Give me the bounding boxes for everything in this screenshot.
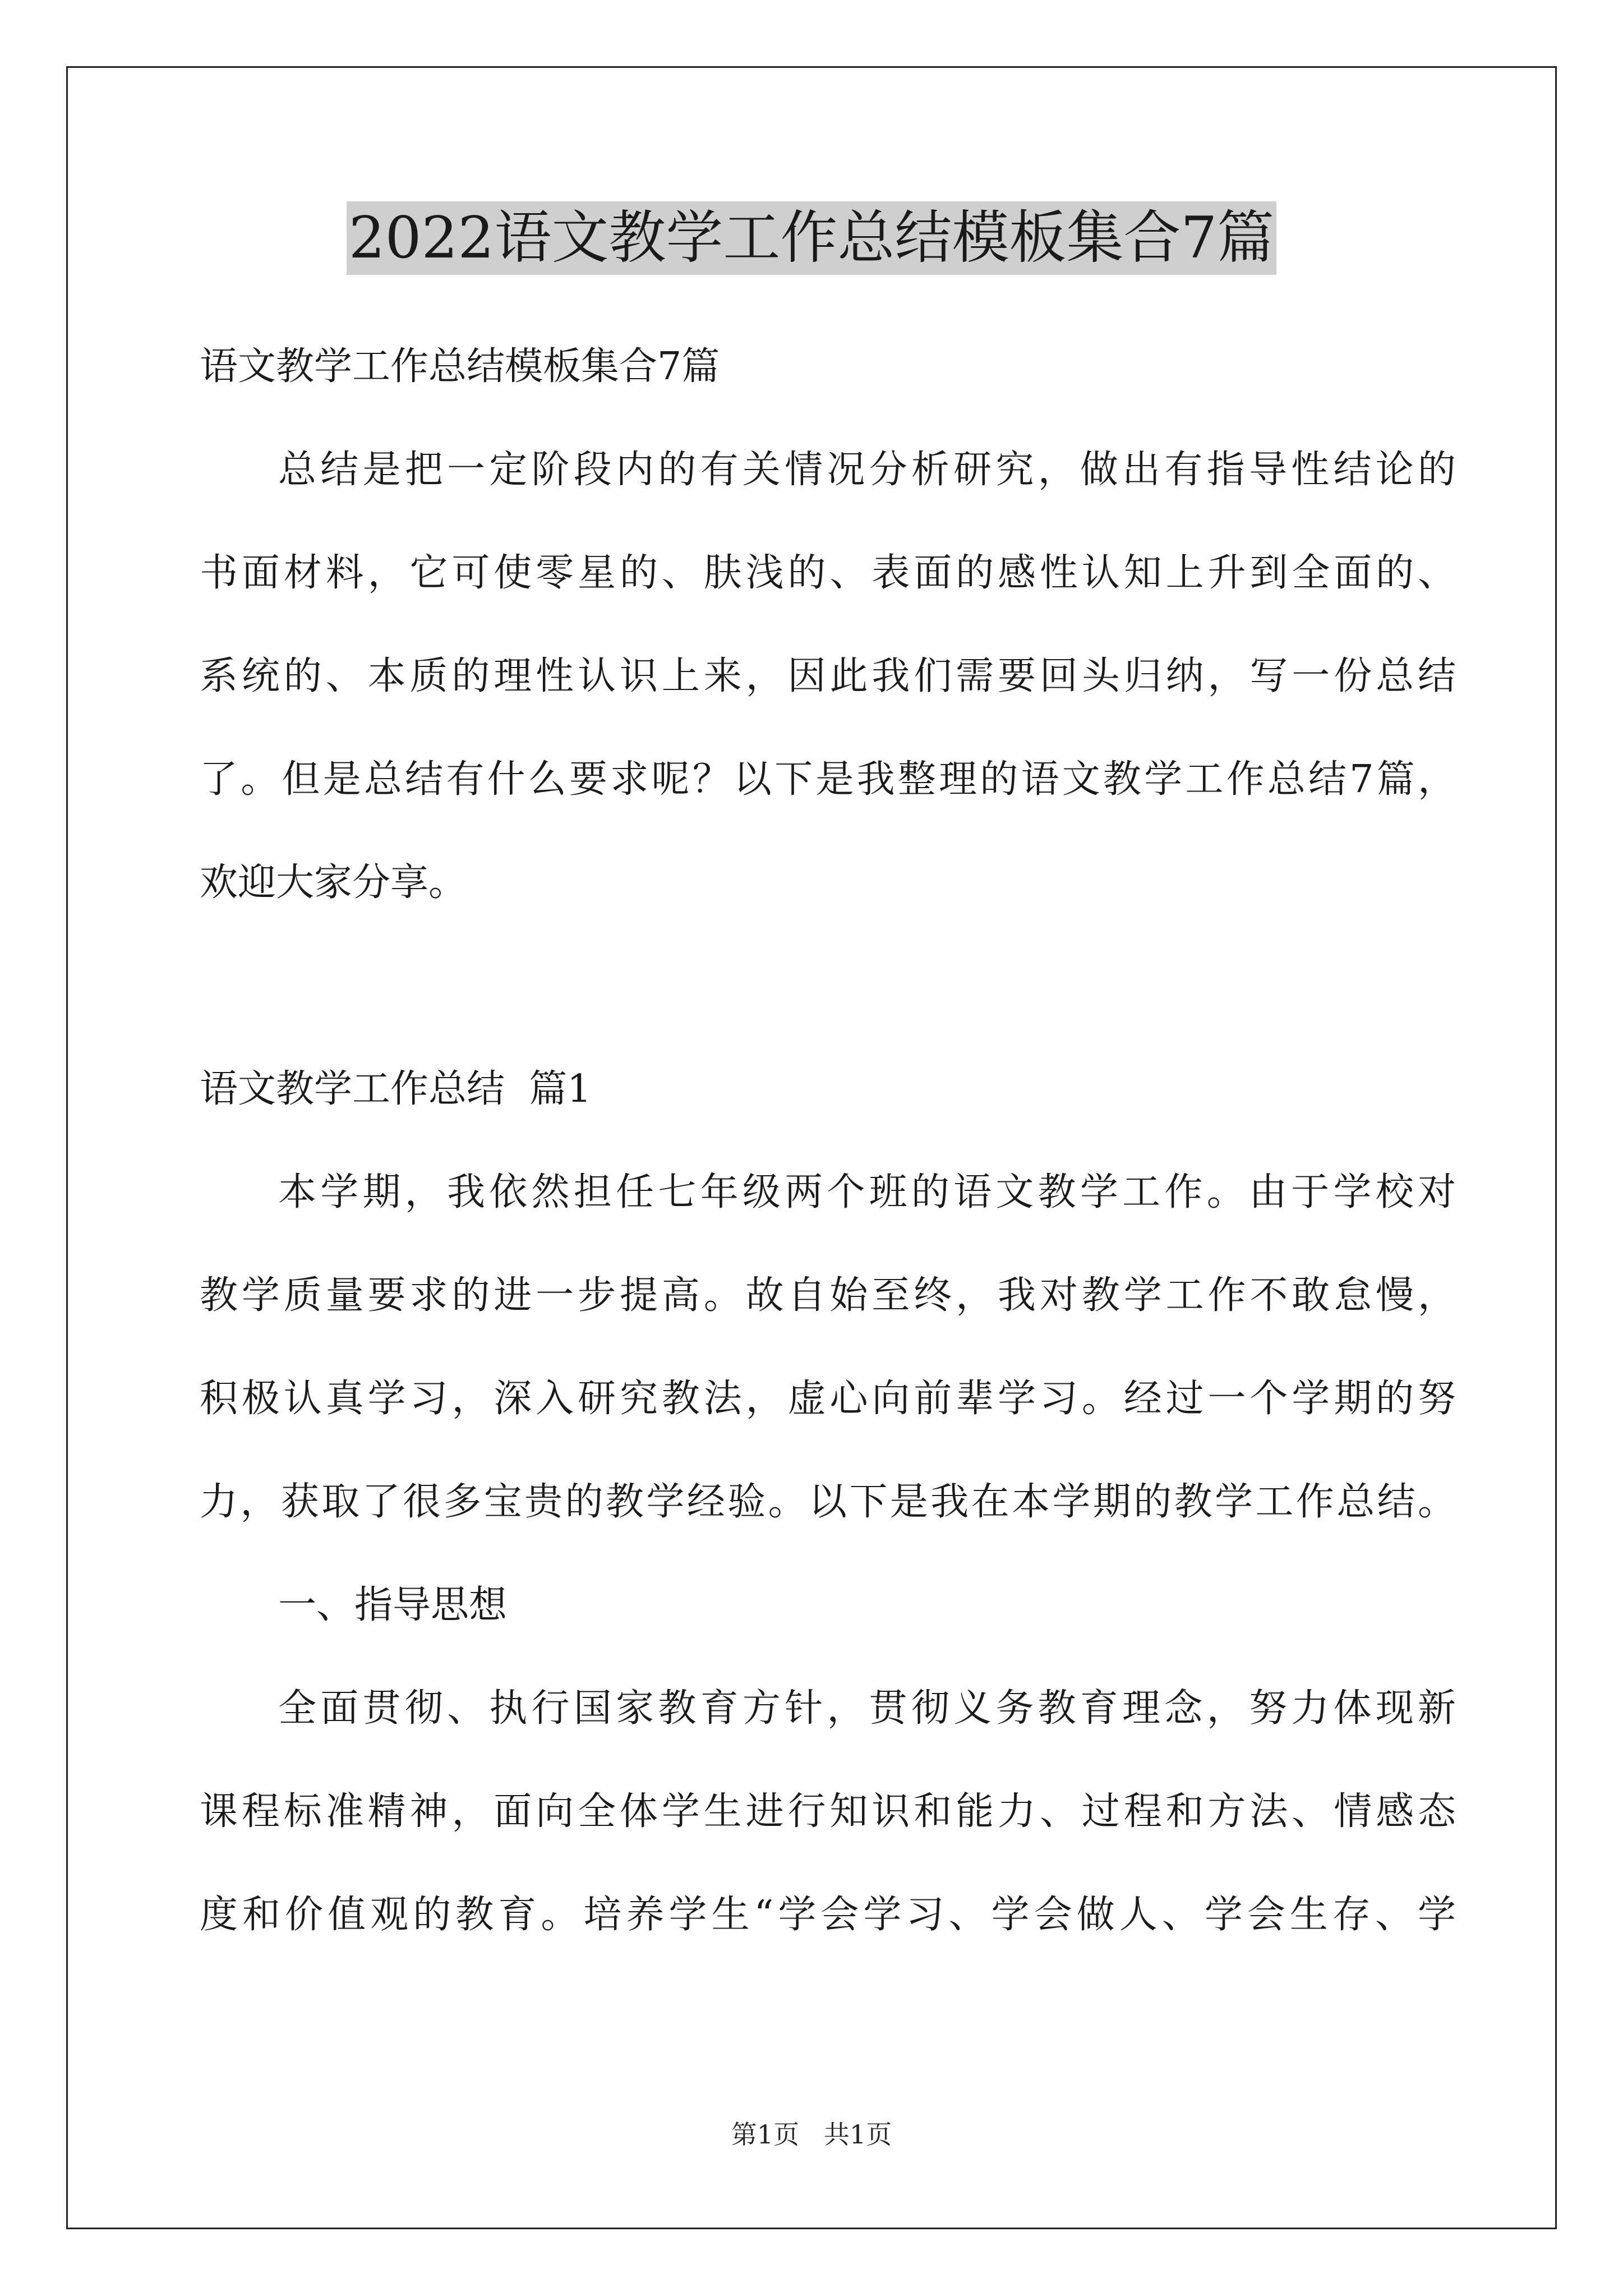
intro-line: 了。但是总结有什么要求呢？以下是我整理的语文教学工作总结7篇，: [200, 757, 1456, 802]
document-body: [200, 315, 1456, 1967]
intro-line: 总结是把一定阶段内的有关情况分析研究，做出有指导性结论的: [278, 448, 1456, 492]
section-spacer: [200, 935, 1456, 1038]
intro-line: 系统的、本质的理性认识上来，因此我们需要回头归纳，写一份总结: [200, 654, 1456, 698]
paragraph-line: 积极认真学习，深入研究教法，虚心向前辈学习。经过一个学期的努: [200, 1377, 1456, 1421]
section-heading: 语文教学工作总结 篇1: [200, 1067, 592, 1111]
paragraph-line: 教学质量要求的进一步提高。故自始至终，我对教学工作不敢怠慢，: [200, 1273, 1456, 1318]
intro-line: 书面材料，它可使零星的、肤浅的、表面的感性认知上升到全面的、: [200, 551, 1456, 595]
paragraph-line: 本学期，我依然担任七年级两个班的语文教学工作。由于学校对: [278, 1170, 1456, 1214]
page-footer: 第1页 共1页: [731, 2119, 892, 2150]
paragraph-line: 全面贯彻、执行国家教育方针，贯彻义务教育理念，努力体现新: [278, 1686, 1456, 1731]
document-subtitle: 语文教学工作总结模板集合7篇: [200, 344, 720, 389]
subheading: 一、指导思想: [278, 1583, 508, 1627]
paragraph-line: 课程标准精神，面向全体学生进行知识和能力、过程和方法、情感态: [200, 1789, 1456, 1834]
document-title-text: 2022语文教学工作总结模板集合7篇: [347, 201, 1276, 275]
document-title: [0, 199, 1623, 278]
paragraph-line: 度和价值观的教育。培养学生“学会学习、学会做人、学会生存、学: [200, 1893, 1456, 1937]
paragraph-line: 力，获取了很多宝贵的教学经验。以下是我在本学期的教学工作总结。: [200, 1480, 1456, 1524]
intro-line: 欢迎大家分享。: [200, 861, 467, 905]
